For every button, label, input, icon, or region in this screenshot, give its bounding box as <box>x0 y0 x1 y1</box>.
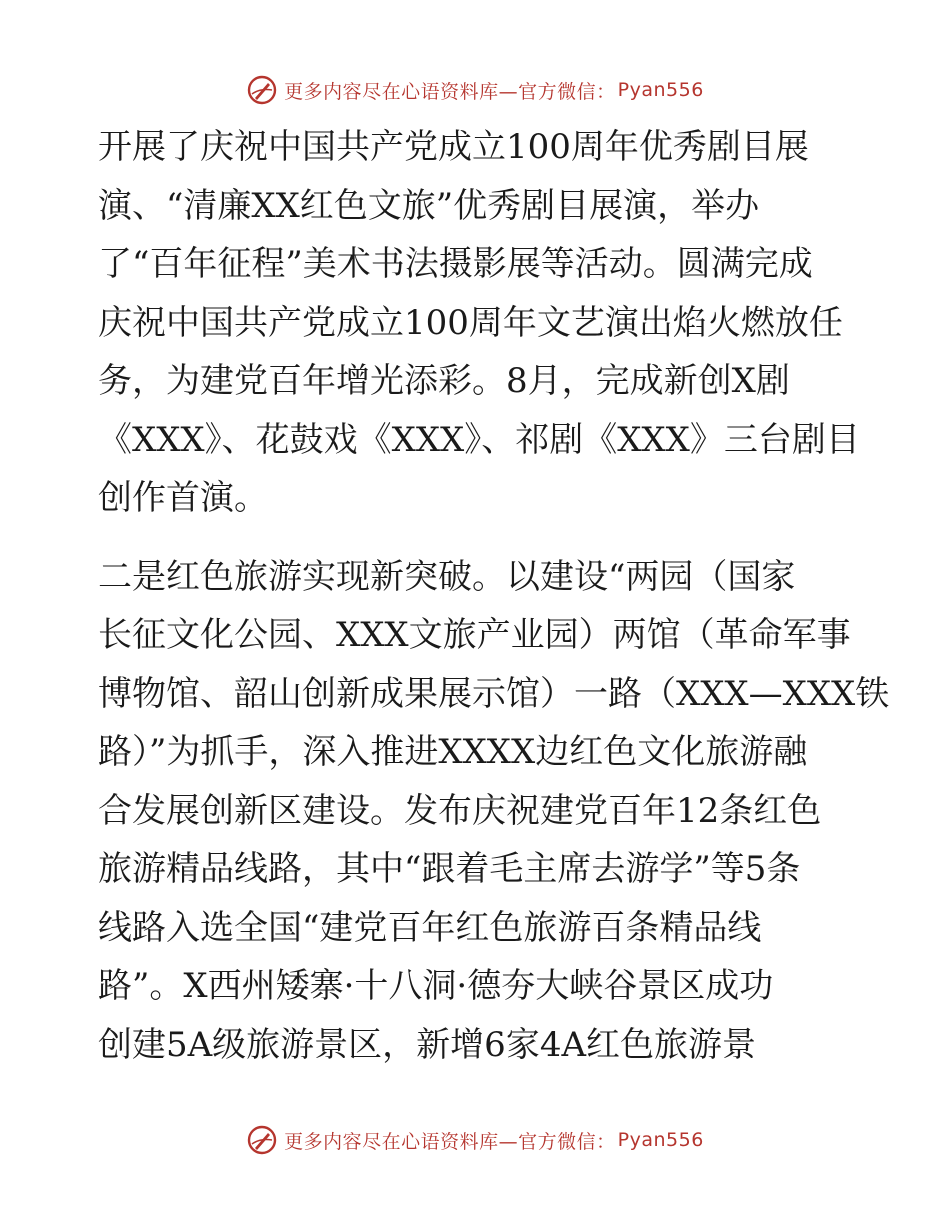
text-line: 路）”为抓手，深入推进XXXX边红色文化旅游融 <box>98 732 808 772</box>
text-line: 创建5A级旅游景区，新增6家4A红色旅游景 <box>98 1024 757 1065</box>
text-line: 博物馆、韶山创新成果展示馆）一路（XXX—XXX铁 <box>98 673 890 714</box>
text-line: 《XXX》、花鼓戏《XXX》、祁剧《XXX》三台剧目 <box>98 419 860 460</box>
watermark-text: 更多内容尽在心语资料库—官方微信： <box>284 80 616 103</box>
text-line: 庆祝中国共产党成立100周年文艺演出焰火燃放任 <box>98 302 843 343</box>
watermark-wechat-id: Pyan556 <box>617 79 704 101</box>
paragraph-spacer <box>98 528 868 548</box>
watermark-text: 更多内容尽在心语资料库—官方微信： <box>284 1130 616 1153</box>
text-line: 线路入选全国“建党百年红色旅游百条精品线 <box>98 907 762 948</box>
text-line: 旅游精品线路，其中“跟着毛主席去游学”等5条 <box>98 849 801 889</box>
footer-watermark <box>0 1120 950 1160</box>
text-line: 开展了庆祝中国共产党成立100周年优秀剧目展 <box>98 127 809 167</box>
header-watermark <box>0 70 950 110</box>
text-line: 了“百年征程”美术书法摄影展等活动。圆满完成 <box>98 244 813 284</box>
quill-pen-logo-icon <box>246 1124 278 1156</box>
text-line: 长征文化公园、XXX文旅产业园）两馆（革命军事 <box>98 615 851 655</box>
text-line: 合发展创新区建设。发布庆祝建党百年12条红色 <box>98 790 822 831</box>
watermark-wechat-id: Pyan556 <box>617 1129 704 1151</box>
text-line: 演、“清廉XX红色文旅”优秀剧目展演，举办 <box>98 185 760 226</box>
text-line: 路”。X西州矮寨·十八洞·德夯大峡谷景区成功 <box>98 966 774 1006</box>
text-line: 务，为建党百年增光添彩。8月，完成新创X剧 <box>98 361 790 401</box>
quill-pen-logo-icon <box>246 74 278 106</box>
document-body <box>98 118 890 1074</box>
text-line: 创作首演。 <box>98 478 268 518</box>
paragraph-2 <box>98 548 890 1075</box>
paragraph-1 <box>98 118 868 528</box>
text-line: 二是红色旅游实现新突破。以建设“两园（国家 <box>98 556 796 597</box>
